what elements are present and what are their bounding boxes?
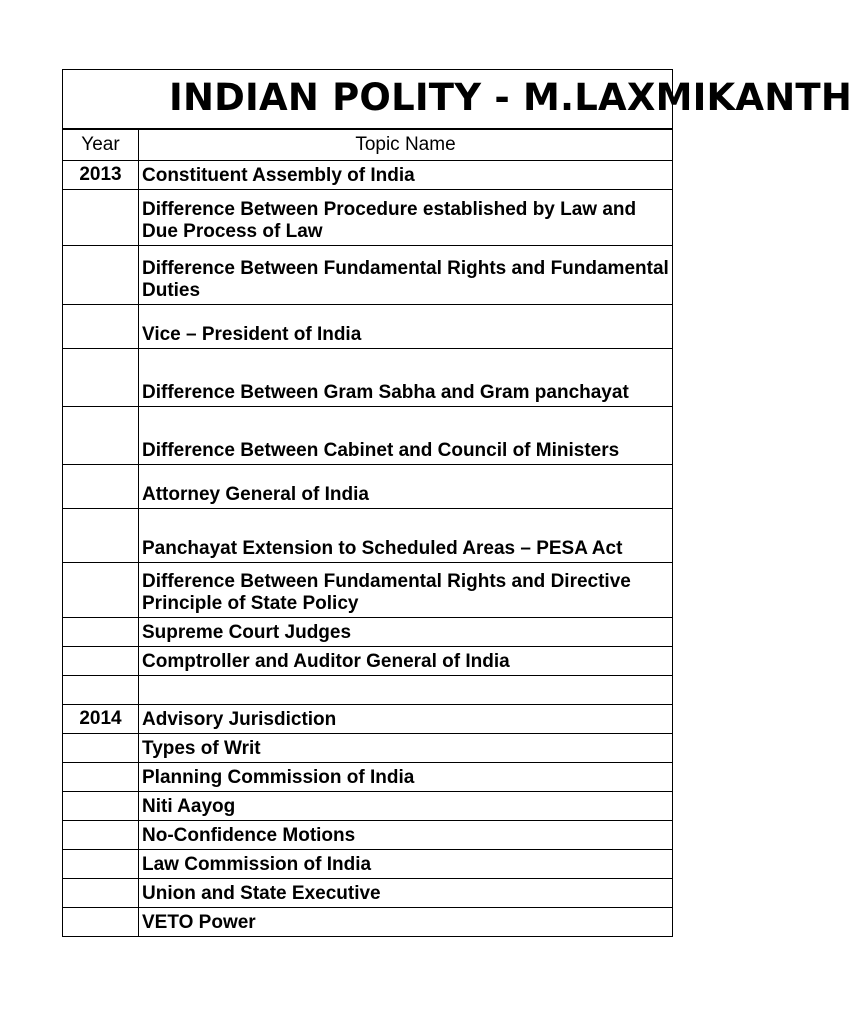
year-cell: [63, 792, 139, 821]
topic-cell: No-Confidence Motions: [139, 821, 673, 850]
year-cell: [63, 563, 139, 618]
year-cell: [63, 509, 139, 563]
table-row: [63, 349, 673, 407]
table-row: [63, 908, 673, 937]
topic-cell: Difference Between Procedure established by Law and Due Process of Law: [139, 190, 673, 246]
table-row: [63, 407, 673, 465]
table-row: [63, 792, 673, 821]
topic-cell: VETO Power: [139, 908, 673, 937]
year-cell: [63, 821, 139, 850]
topic-cell: Constituent Assembly of India: [139, 161, 673, 190]
table-row: [63, 305, 673, 349]
table-row: [63, 563, 673, 618]
year-cell: [63, 879, 139, 908]
topic-cell: Union and State Executive: [139, 879, 673, 908]
year-cell: [63, 850, 139, 879]
topic-cell: Panchayat Extension to Scheduled Areas – PESA Act: [139, 509, 673, 563]
table-row: [63, 190, 673, 246]
table-row: [63, 246, 673, 305]
topic-cell: Attorney General of India: [139, 465, 673, 509]
table-row: [63, 509, 673, 563]
table-row: [63, 705, 673, 734]
year-cell: [63, 763, 139, 792]
table-row: [63, 763, 673, 792]
year-cell: [63, 908, 139, 937]
table-row: [63, 465, 673, 509]
topic-cell: Law Commission of India: [139, 850, 673, 879]
year-cell: [63, 407, 139, 465]
topic-cell: Types of Writ: [139, 734, 673, 763]
year-cell: [63, 190, 139, 246]
year-cell: [63, 246, 139, 305]
topic-column-header: Topic Name: [139, 130, 673, 161]
title-row: [63, 70, 852, 129]
topic-cell: Difference Between Cabinet and Council of Ministers: [139, 407, 673, 465]
year-cell: [63, 305, 139, 349]
table-row: [63, 647, 673, 676]
table-row: [63, 161, 673, 190]
year-cell: [63, 734, 139, 763]
topic-cell: Difference Between Gram Sabha and Gram panchayat: [139, 349, 673, 407]
year-column-header: Year: [63, 130, 139, 161]
table-row: [63, 676, 673, 705]
page-title: INDIAN POLITY - M.LAXMIKANTH: [169, 76, 852, 119]
table-row: [63, 821, 673, 850]
topic-cell: Advisory Jurisdiction: [139, 705, 673, 734]
year-cell: [63, 618, 139, 647]
table-row: [63, 618, 673, 647]
year-cell: [63, 647, 139, 676]
topic-cell: Supreme Court Judges: [139, 618, 673, 647]
topic-cell: Vice – President of India: [139, 305, 673, 349]
topics-table: [62, 129, 673, 937]
topic-cell: [139, 676, 673, 705]
table-header-row: [63, 130, 673, 161]
spreadsheet: [62, 69, 852, 937]
year-cell: [63, 676, 139, 705]
year-cell: 2013: [63, 161, 139, 190]
year-cell: [63, 349, 139, 407]
topic-cell: Comptroller and Auditor General of India: [139, 647, 673, 676]
table-row: [63, 879, 673, 908]
topic-cell: Planning Commission of India: [139, 763, 673, 792]
year-cell: [63, 465, 139, 509]
topic-cell: Niti Aayog: [139, 792, 673, 821]
table-row: [63, 850, 673, 879]
topic-cell: Difference Between Fundamental Rights and Fundamental Duties: [139, 246, 673, 305]
table-row: [63, 734, 673, 763]
year-cell: 2014: [63, 705, 139, 734]
topic-cell: Difference Between Fundamental Rights and Directive Principle of State Policy: [139, 563, 673, 618]
